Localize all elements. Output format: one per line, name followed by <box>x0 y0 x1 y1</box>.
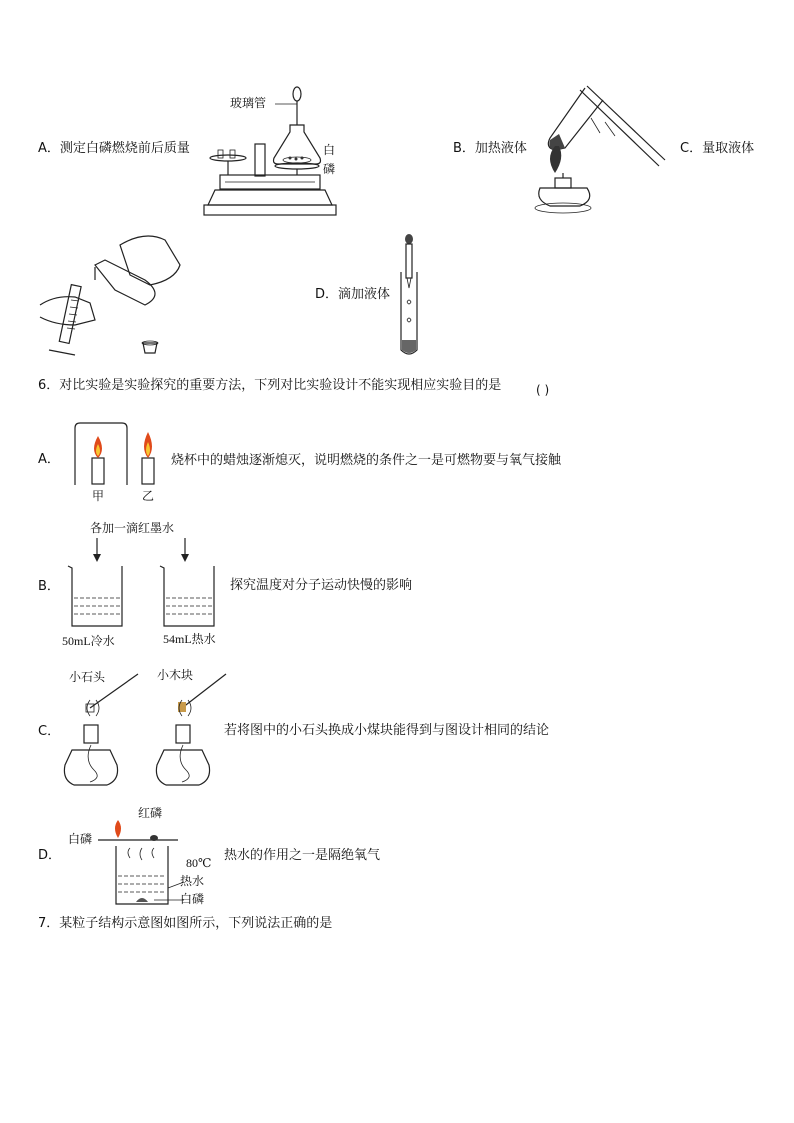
glass-tube-label: 玻璃管 <box>230 96 267 110</box>
yi-label: 乙 <box>142 489 155 503</box>
white-phosphorus-label-2: 磷 <box>323 162 336 176</box>
q6-option-c-letter: C． <box>38 724 61 739</box>
red-phosphorus-label: 红磷 <box>138 806 163 820</box>
candles-figure <box>70 420 170 488</box>
small-stone-label: 小石头 <box>69 670 106 684</box>
heating-liquid-figure <box>525 78 665 218</box>
q6-option-d-letter: D． <box>38 848 62 863</box>
q6-option-a-desc: 烧杯中的蜡烛逐渐熄灭，说明燃烧的条件之一是可燃物要与氧气接触 <box>171 453 562 468</box>
white-phosphorus-label-1: 白 <box>323 143 336 157</box>
q5-option-b-label: B．加热液体 <box>453 141 527 156</box>
balance-figure <box>200 80 340 220</box>
beakers-figure <box>60 536 230 631</box>
measuring-liquid-figure <box>35 225 195 360</box>
dropper-figure <box>396 232 422 358</box>
cold-water-caption: 50mL冷水 <box>62 634 115 648</box>
hot-water-beaker-figure <box>98 818 188 910</box>
jia-label: 甲 <box>92 489 105 503</box>
q5-option-a-label: A．测定白磷燃烧前后质量 <box>38 141 190 156</box>
q6-option-d-desc: 热水的作用之一是隔绝氧气 <box>224 848 381 863</box>
q5-option-c-label: C．量取液体 <box>680 141 755 156</box>
white-phosphorus-bottom-label: 白磷 <box>180 892 205 906</box>
red-ink-label: 各加一滴红墨水 <box>90 521 175 535</box>
q5-option-d-label: D．滴加液体 <box>315 287 391 302</box>
hot-water-caption: 54mL热水 <box>163 632 216 646</box>
q6-option-c-desc: 若将图中的小石头换成小煤块能得到与图设计相同的结论 <box>224 723 550 738</box>
alcohol-lamps-figure <box>62 670 232 800</box>
temperature-label: 80℃ <box>186 856 212 870</box>
q6-option-b-desc: 探究温度对分子运动快慢的影响 <box>230 578 413 593</box>
white-phosphorus-left-label: 白磷 <box>68 832 93 846</box>
small-wood-label: 小木块 <box>157 668 194 682</box>
q7-stem: 7．某粒子结构示意图如图所示，下列说法正确的是 <box>38 916 333 931</box>
q6-option-a-letter: A． <box>38 452 60 467</box>
hot-water-label: 热水 <box>180 874 205 888</box>
q6-option-b-letter: B． <box>38 579 60 594</box>
q6-stem: 6．对比实验是实验探究的重要方法，下列对比实验设计不能实现相应实验目的是 <box>38 378 502 393</box>
q6-answer-paren: ( ) <box>536 383 550 397</box>
